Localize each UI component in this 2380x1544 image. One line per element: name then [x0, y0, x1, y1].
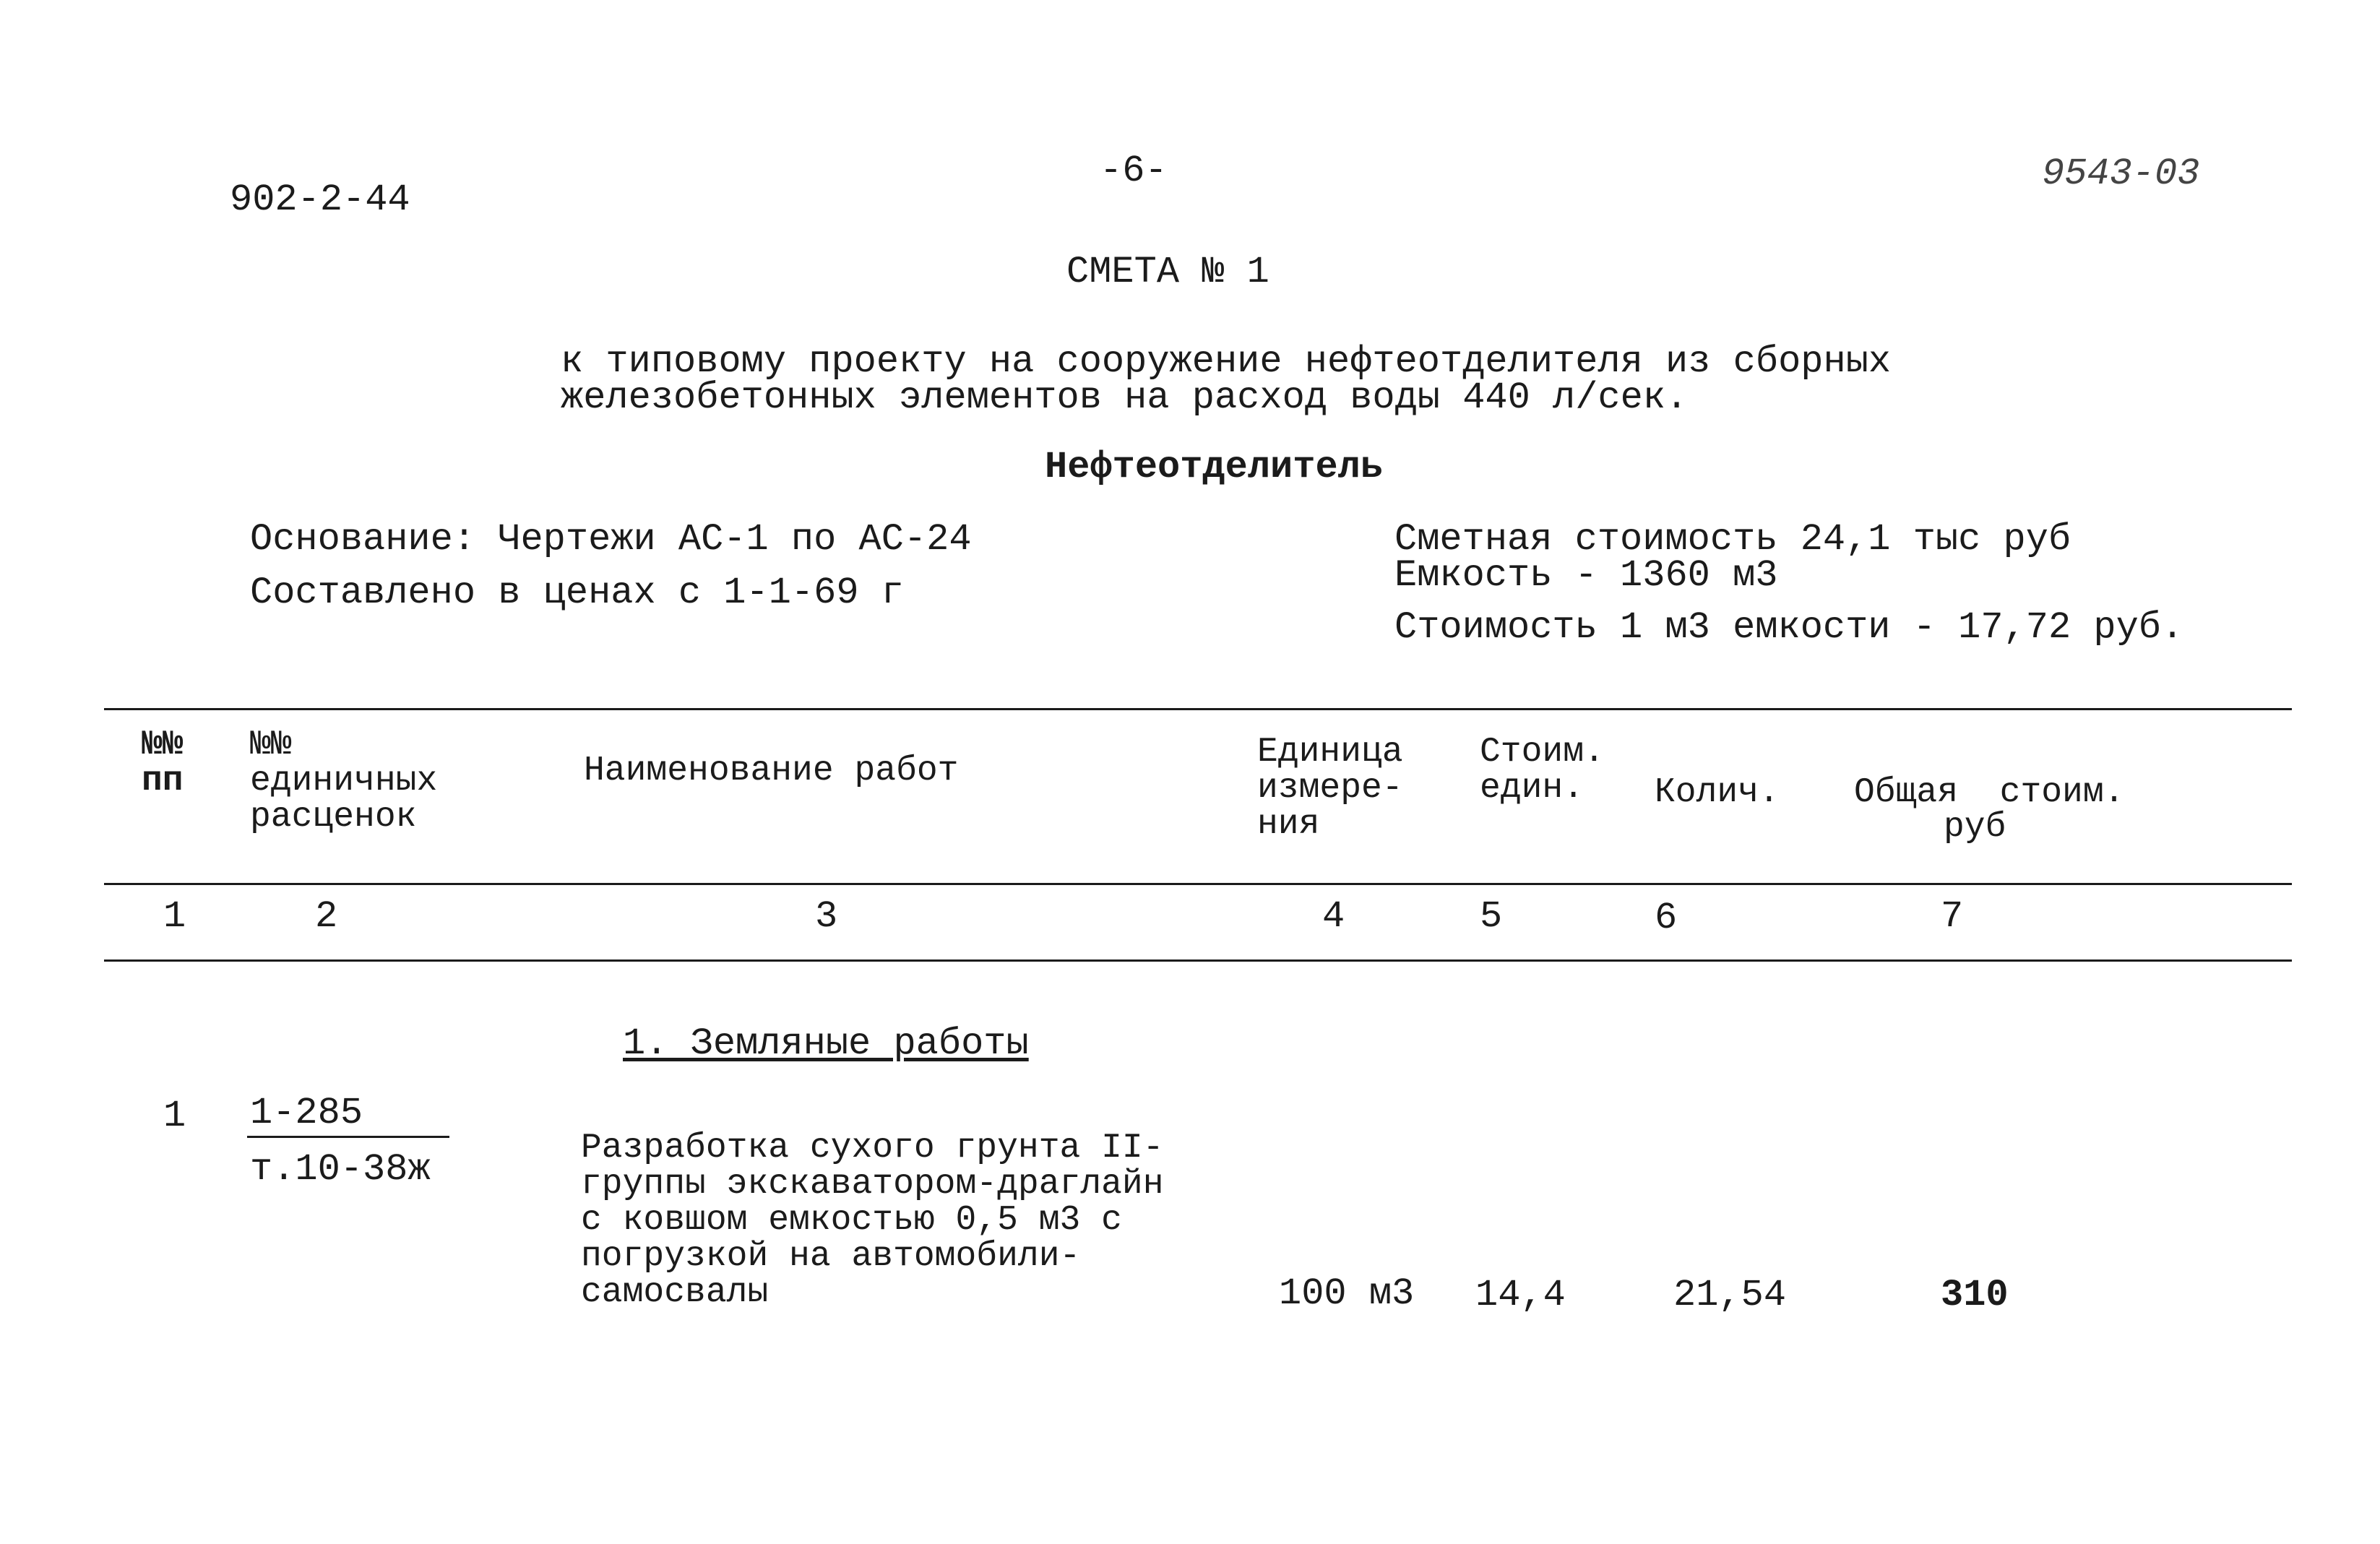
column-number-5: 5 — [1480, 895, 1503, 938]
column-numbers-rule — [104, 959, 2292, 962]
header-total-cost-unit: руб — [1944, 808, 2006, 847]
estimated-cost: Сметная стоимость 24,1 тыс руб — [1394, 518, 2071, 561]
row-unit: 100 м3 — [1279, 1272, 1415, 1315]
rate-code: 1-285 — [250, 1092, 363, 1134]
row-quantity: 21,54 — [1673, 1274, 1787, 1316]
work-description: Разработка сухого грунта II- группы экскаватором-драглайн с ковшом емкостью 0,5 м3 с погрузкой на автомобили- самосвалы — [581, 1129, 1164, 1312]
column-number-1: 1 — [163, 895, 186, 938]
archive-number: 9543-03 — [2042, 152, 2200, 195]
header-rate-codes: №№ единичных расценок — [250, 725, 438, 837]
rate-reference: т.10-38ж — [250, 1148, 431, 1191]
capacity: Емкость - 1360 м3 — [1394, 554, 1778, 597]
row-total: 310 — [1941, 1274, 2009, 1316]
header-unit-cost: Стоим. един. — [1480, 733, 1605, 808]
section-title: 1. Земляные работы — [623, 1022, 1029, 1065]
estimate-heading: СМЕТА № 1 — [1066, 251, 1269, 293]
prices-text: Составлено в ценах с 1-1-69 г — [250, 572, 904, 614]
column-number-4: 4 — [1322, 895, 1345, 938]
page-number: -6- — [1100, 150, 1168, 192]
column-number-7: 7 — [1941, 895, 1964, 938]
column-number-6: 6 — [1655, 897, 1678, 939]
header-quantity: Колич. — [1655, 773, 1780, 812]
header-bottom-rule — [104, 883, 2292, 885]
unit-capacity-cost: Стоимость 1 м3 емкости - 17,72 руб. — [1394, 606, 2184, 649]
header-work-name: Наименование работ — [584, 751, 959, 790]
header-row-number: №№ пп — [142, 725, 184, 801]
column-number-2: 2 — [315, 895, 338, 938]
basis-text: Основание: Чертежи АС-1 по АС-24 — [250, 518, 972, 561]
subtitle-line-1: к типовому проекту на сооружение нефтеотделителя из сборных — [561, 340, 1892, 383]
column-number-3: 3 — [815, 895, 838, 938]
rate-code-underline — [247, 1136, 449, 1138]
row-number: 1 — [163, 1095, 186, 1137]
object-name: Нефтеотделитель — [1045, 446, 1384, 488]
header-total-cost: Общая стоим. — [1854, 773, 2125, 812]
subtitle-line-2: железобетонных элементов на расход воды 440 л/сек. — [561, 376, 1689, 419]
header-unit: Единица измере- ния — [1257, 733, 1403, 844]
row-unit-cost: 14,4 — [1475, 1274, 1566, 1316]
document-code: 902-2-44 — [230, 178, 410, 221]
table-top-rule — [104, 708, 2292, 710]
